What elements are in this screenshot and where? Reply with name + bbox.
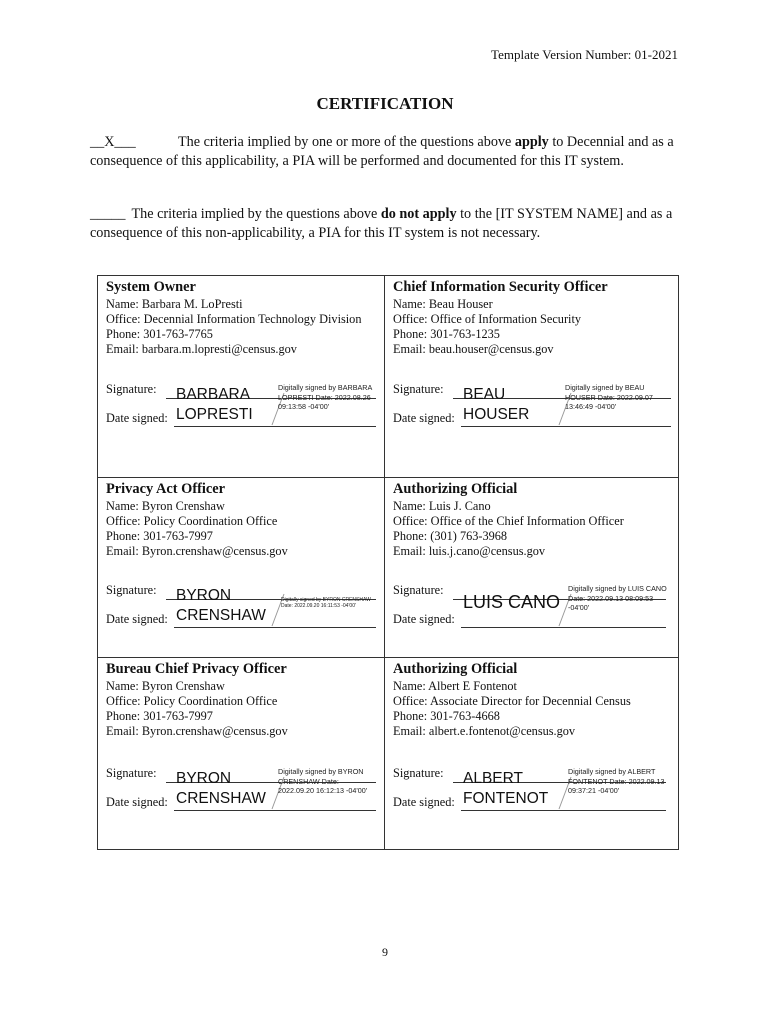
role-title: Bureau Chief Privacy Officer [106, 661, 287, 677]
date-signed-label: Date signed: [393, 795, 455, 809]
template-version: Template Version Number: 01-2021 [491, 47, 678, 62]
signature-name: BYRON CRENSHAW [176, 770, 266, 807]
signatory-office: Office: Decennial Information Technology Division [106, 312, 362, 326]
signatory-office: Office: Office of the Chief Information Officer [393, 514, 624, 528]
signature-note: Digitally signed by ALBERT FONTENOT Date: 2022.09.13 09:37:21 -04'00' [568, 767, 665, 795]
signatory-phone: Phone: 301-763-1235 [393, 327, 500, 341]
signature-label: Signature: [393, 766, 444, 780]
signature-name: LUIS CANO [463, 592, 561, 612]
signatory-email: Email: luis.j.cano@census.gov [393, 544, 546, 558]
signature-label: Signature: [106, 583, 157, 597]
signatory-phone: Phone: 301-763-7997 [106, 709, 213, 723]
signatory-email: Email: albert.e.fontenot@census.gov [393, 724, 576, 738]
signature-label: Signature: [106, 382, 157, 396]
role-title: Chief Information Security Officer [393, 279, 608, 295]
signatory-email: Email: Byron.crenshaw@census.gov [106, 544, 288, 558]
date-line [174, 627, 376, 628]
date-line [461, 426, 671, 427]
digital-signature-block[interactable] [393, 382, 673, 432]
not-apply-checkmark: _____ [90, 206, 126, 222]
date-signed-label: Date signed: [393, 411, 455, 425]
date-line [461, 810, 666, 811]
signatory-phone: Phone: (301) 763-3968 [393, 529, 508, 543]
digital-signature-block[interactable] [393, 766, 668, 816]
role-title: System Owner [106, 279, 196, 295]
date-line [174, 426, 376, 427]
date-signed-label: Date signed: [106, 612, 168, 626]
apply-checkmark: __X___ [90, 134, 136, 150]
signatory-name: Name: Albert E Fontenot [393, 679, 517, 693]
signatory-name: Name: Beau Houser [393, 297, 493, 311]
signatory-cell [385, 478, 678, 658]
signatory-phone: Phone: 301-763-7997 [106, 529, 213, 543]
not-apply-statement [90, 205, 680, 242]
role-title: Authorizing Official [393, 481, 518, 497]
digital-signature-block[interactable] [106, 766, 378, 816]
signatory-email: Email: barbara.m.lopresti@census.gov [106, 342, 297, 356]
signature-label: Signature: [393, 382, 444, 396]
signature-label: Signature: [393, 583, 444, 597]
not-apply-text-post: to the [IT SYSTEM NAME] and as a consequence of this non-applicability, a PIA for this IT system is not necessary. [90, 206, 673, 241]
page-title: CERTIFICATION [316, 94, 454, 113]
signatory-name: Name: Byron Crenshaw [106, 679, 225, 693]
signatory-name: Name: Byron Crenshaw [106, 499, 225, 513]
signature-note: Digitally signed by BARBARA LOPRESTI Date: 2022.08.26 09:13:58 -04'00' [278, 383, 372, 411]
signature-name: BYRON CRENSHAW [176, 587, 266, 624]
signatory-name: Name: Luis J. Cano [393, 499, 491, 513]
date-signed-label: Date signed: [106, 795, 168, 809]
apply-text-bold: apply [514, 134, 549, 150]
signatory-cell [98, 478, 385, 658]
signature-table [97, 275, 679, 850]
digital-signature-block[interactable] [393, 583, 668, 633]
signatory-cell [385, 658, 678, 849]
not-apply-text-bold: do not apply [380, 206, 457, 222]
role-title: Privacy Act Officer [106, 481, 226, 497]
signature-note: Digitally signed by BYRON CRENSHAW Date: 2022.09.20 16:12:13 -04'00' [278, 767, 368, 795]
date-line [461, 627, 666, 628]
signatory-cell [98, 658, 385, 849]
signature-name: BARBARA LOPRESTI [176, 386, 253, 423]
date-signed-label: Date signed: [106, 411, 168, 425]
signatory-cell [98, 276, 385, 478]
signature-note: Digitally signed by BEAU HOUSER Date: 2022.09.07 13:46:49 -04'00' [565, 383, 653, 411]
page-number: 9 [382, 945, 388, 959]
signature-name: BEAU HOUSER [463, 386, 530, 423]
signatory-office: Office: Office of Information Security [393, 312, 582, 326]
signature-note: Digitally signed by BYRON CRENSHAW Date: 2022.09.20 16:11:53 -04'00' [281, 597, 371, 609]
signatory-office: Office: Associate Director for Decennial Census [393, 694, 631, 708]
date-signed-label: Date signed: [393, 612, 455, 626]
signature-note: Digitally signed by LUIS CANO Date: 2022.09.13 08:09:53 -04'00' [568, 584, 667, 612]
digital-signature-block[interactable] [106, 382, 378, 432]
signatory-name: Name: Barbara M. LoPresti [106, 297, 243, 311]
signature-label: Signature: [106, 766, 157, 780]
apply-text-pre: The criteria implied by one or more of the questions above [178, 134, 515, 150]
role-title: Authorizing Official [393, 661, 518, 677]
signature-name: ALBERT FONTENOT [463, 770, 549, 807]
date-line [174, 810, 376, 811]
signatory-phone: Phone: 301-763-7765 [106, 327, 213, 341]
signatory-office: Office: Policy Coordination Office [106, 514, 278, 528]
signatory-email: Email: Byron.crenshaw@census.gov [106, 724, 288, 738]
not-apply-text-pre: The criteria implied by the questions above [131, 206, 381, 222]
digital-signature-block[interactable] [106, 583, 378, 633]
signatory-email: Email: beau.houser@census.gov [393, 342, 554, 356]
signatory-phone: Phone: 301-763-4668 [393, 709, 500, 723]
signatory-office: Office: Policy Coordination Office [106, 694, 278, 708]
apply-text-post: to Decennial and as a consequence of this applicability, a PIA will be performed and documented for this IT system. [90, 134, 674, 169]
signatory-cell [385, 276, 678, 478]
apply-statement [90, 133, 680, 170]
